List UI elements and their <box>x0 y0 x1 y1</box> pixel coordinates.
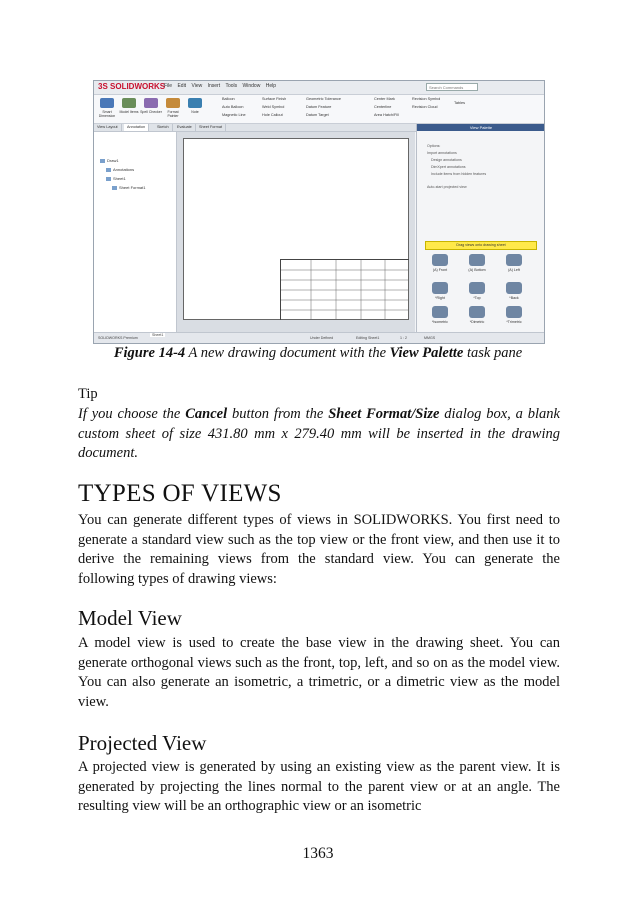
menu-window[interactable]: Window <box>242 83 261 89</box>
palette-view-front[interactable]: (A) Front <box>425 254 455 280</box>
tip-sheet-format: Sheet Format/Size <box>328 406 440 422</box>
app-titlebar <box>94 81 544 95</box>
part-back-icon <box>506 282 522 294</box>
palette-view-trimetric[interactable]: *Trimetric <box>499 306 529 332</box>
balloon-button[interactable]: Balloon <box>222 97 235 101</box>
status-product: SOLIDWORKS Premium <box>98 336 138 340</box>
projected-view-paragraph: A projected view is generated by using an existing view as the parent view. It is generated by projecting the lines normal to the parent view or at an angle. The resulting view will be an orthographic view or an isometric <box>78 759 560 814</box>
section-heading: TYPES OF VIEWS <box>78 480 282 507</box>
option-auto-start-projected[interactable]: Auto-start projected view <box>427 185 467 189</box>
tree-item[interactable]: Sheet Format1 <box>112 185 145 190</box>
menu-bar[interactable] <box>164 83 276 89</box>
options-label: Options: <box>427 144 441 148</box>
part-trimetric-icon <box>506 306 522 318</box>
palette-view-back[interactable]: *Back <box>499 282 529 308</box>
solidworks-logo: 3S SOLIDWORKS <box>98 82 166 91</box>
status-definition: Under Defined <box>310 336 334 340</box>
option-design-annotations[interactable]: Design annotations <box>431 158 462 162</box>
section-paragraph: You can generate different types of views in SOLIDWORKS. You first need to generate a standard view such as the top view or the front view, and then use it to derive the remaining views from the standard view. You can generate the following types of drawing views: <box>78 512 560 587</box>
model-view-heading: Model View <box>78 606 182 630</box>
tab-sketch[interactable]: Sketch <box>154 124 173 131</box>
sheet-icon <box>106 177 111 181</box>
part-dimetric-icon <box>469 306 485 318</box>
model-items-icon[interactable] <box>122 98 136 108</box>
tab-annotation[interactable]: Annotation <box>124 124 149 131</box>
part-left-icon <box>506 254 522 266</box>
format-painter-icon[interactable] <box>166 98 180 108</box>
part-bottom-icon <box>469 254 485 266</box>
projected-view-heading: Projected View <box>78 731 207 755</box>
note-label: Note <box>191 110 199 114</box>
datum-target-button[interactable]: Datum Target <box>306 113 329 117</box>
tab-view-layout[interactable]: View Layout <box>94 124 122 131</box>
sheet-format-icon <box>112 186 117 190</box>
palette-view-dimetric[interactable]: *Dimetric <box>462 306 492 332</box>
view-palette-pane <box>416 124 545 332</box>
smart-dimension-label: Smart Dimension <box>98 110 116 118</box>
model-view-paragraph: A model view is used to create the base view in the drawing sheet. You can generate orthogonal views such as the front, top, left, and so on as the model view. You can also generate an isometric, a trimetric, or a dimetric view as the model view. <box>78 635 560 710</box>
figure-screenshot <box>93 80 545 344</box>
view-palette-title: View Palette <box>417 124 545 131</box>
tip-label: Tip <box>78 386 98 402</box>
palette-view-bottom[interactable]: (A) Bottom <box>462 254 492 280</box>
title-block-grid <box>281 260 409 320</box>
tree-item[interactable]: Sheet1 <box>106 176 126 181</box>
note-icon[interactable] <box>188 98 202 108</box>
palette-view-isometric[interactable]: *Isometric <box>425 306 455 332</box>
revision-cloud-button[interactable]: Revision Cloud <box>412 105 438 109</box>
tip-cancel: Cancel <box>185 406 228 422</box>
auto-balloon-button[interactable]: Auto Balloon <box>222 105 244 109</box>
status-units[interactable]: MMGS <box>424 336 436 340</box>
caption-text-b: task pane <box>463 345 523 361</box>
menu-edit[interactable]: Edit <box>177 83 187 89</box>
feature-manager-tree <box>94 132 177 332</box>
revision-symbol-button[interactable]: Revision Symbol <box>412 97 441 101</box>
option-hidden-features[interactable]: Include items from hidden features <box>431 172 487 176</box>
menu-file[interactable]: File <box>164 83 173 89</box>
spell-checker-label: Spell Checker <box>140 110 162 114</box>
part-right-icon <box>432 282 448 294</box>
tables-button[interactable]: Tables <box>454 101 465 105</box>
caption-text-a: A new drawing document with the <box>185 345 390 361</box>
title-block <box>280 259 409 320</box>
part-isometric-icon <box>432 306 448 318</box>
menu-tools[interactable]: Tools <box>225 83 238 89</box>
status-editing: Editing Sheet1 <box>356 336 380 340</box>
caption-number: Figure 14-4 <box>113 345 186 361</box>
tip-body: If you choose the Cancel button from the Sheet Format/Size dialog box, a blank custom sheet of size 431.80 mm x 279.40 mm will be inserted in the drawing document. <box>78 406 560 461</box>
geometric-tolerance-button[interactable]: Geometric Tolerance <box>306 97 341 101</box>
surface-finish-button[interactable]: Surface Finish <box>262 97 287 101</box>
figure-caption <box>0 345 636 362</box>
drawing-icon <box>100 159 105 163</box>
drag-views-hint: Drag views onto drawing sheet <box>425 241 537 250</box>
sheet-tab[interactable]: Sheet1 <box>152 333 164 337</box>
status-scale[interactable]: 1 : 2 <box>400 336 407 340</box>
area-hatch-button[interactable]: Area Hatch/Fill <box>374 113 399 117</box>
format-painter-label: Format Painter <box>167 110 179 118</box>
hole-callout-button[interactable]: Hole Callout <box>262 113 283 117</box>
magnetic-line-button[interactable]: Magnetic Line <box>222 113 246 117</box>
search-commands-input[interactable]: Search Commands <box>426 83 478 91</box>
part-top-icon <box>469 282 485 294</box>
model-items-label: Model Items <box>119 110 139 114</box>
part-front-icon <box>432 254 448 266</box>
menu-help[interactable]: Help <box>265 83 276 89</box>
graphics-area[interactable] <box>177 132 415 332</box>
palette-view-top[interactable]: *Top <box>462 282 492 308</box>
drawing-sheet[interactable] <box>183 138 409 320</box>
palette-view-right[interactable]: *Right <box>425 282 455 308</box>
weld-symbol-button[interactable]: Weld Symbol <box>262 105 285 109</box>
tab-evaluate[interactable]: Evaluate <box>174 124 196 131</box>
datum-feature-button[interactable]: Datum Feature <box>306 105 332 109</box>
page-number: 1363 <box>302 845 334 862</box>
option-import-annotations[interactable]: Import annotations <box>427 151 457 155</box>
spell-checker-icon[interactable] <box>144 98 158 108</box>
smart-dimension-icon[interactable] <box>100 98 114 108</box>
palette-view-left[interactable]: (A) Left <box>499 254 529 280</box>
command-manager-ribbon <box>94 95 544 124</box>
menu-insert[interactable]: Insert <box>207 83 221 89</box>
option-dimxpert-annotations[interactable]: DimXpert annotations <box>431 165 466 169</box>
tab-sheet-format[interactable]: Sheet Format <box>196 124 226 131</box>
annotations-icon <box>106 168 111 172</box>
menu-view[interactable]: View <box>191 83 203 89</box>
centerline-button[interactable]: Centerline <box>374 105 392 109</box>
caption-bold: View Palette <box>389 345 464 361</box>
tree-item[interactable]: Draw1 <box>100 158 119 163</box>
tree-item[interactable]: Annotations <box>106 167 134 172</box>
status-bar <box>94 332 544 344</box>
center-mark-button[interactable]: Center Mark <box>374 97 395 101</box>
